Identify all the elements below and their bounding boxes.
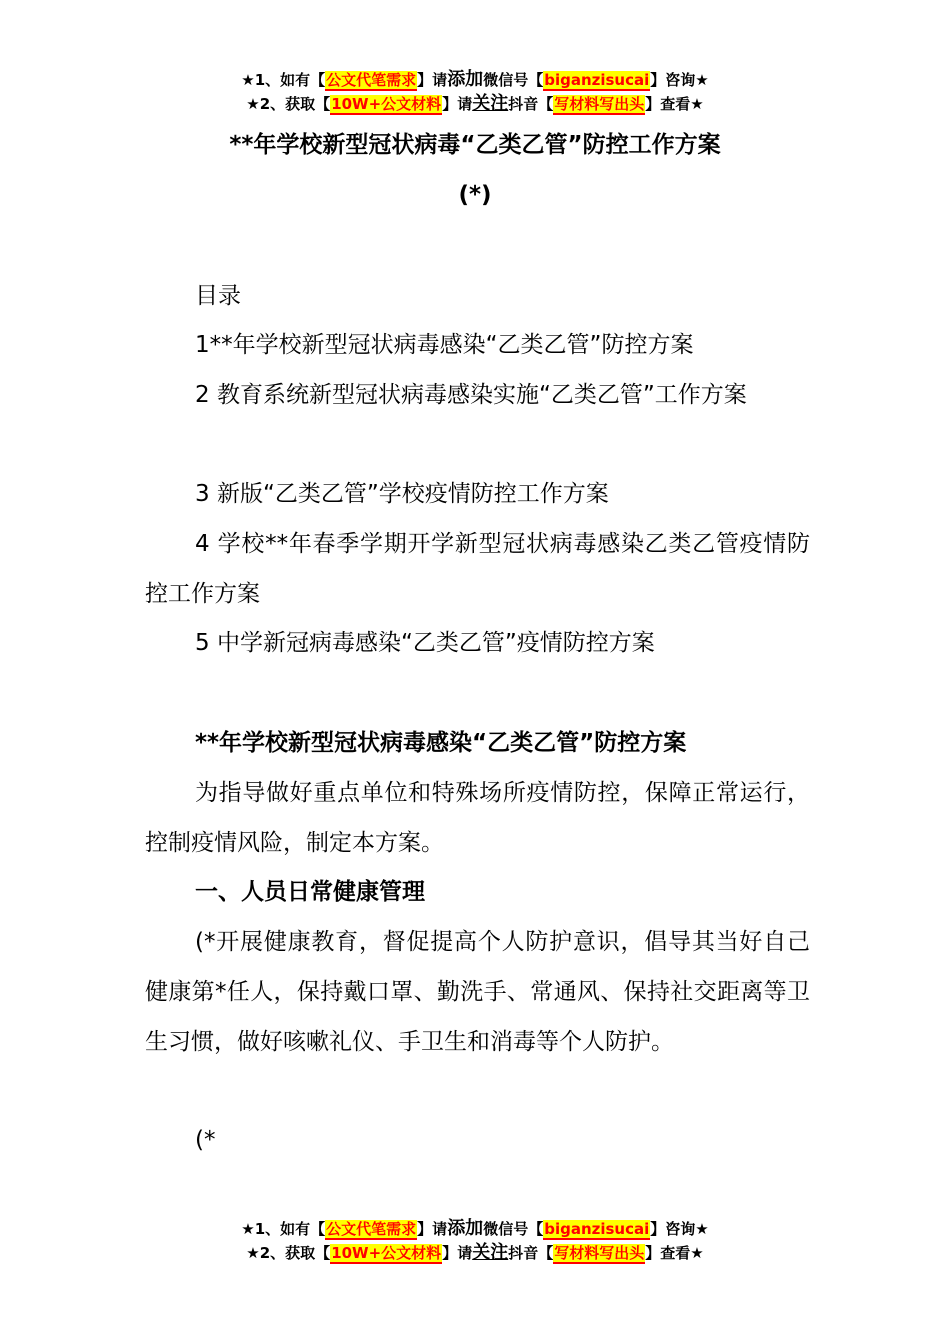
- banner-highlight: 10W+公文材料: [331, 1244, 442, 1262]
- banner-emphasis: 关注: [472, 1242, 509, 1263]
- banner-highlight: biganzisucai: [544, 71, 650, 89]
- banner-text: 】请: [442, 95, 473, 113]
- banner-text: ★1、如有【: [241, 71, 326, 89]
- section-intro: 为指导做好重点单位和特殊场所疫情防控，保障正常运行，控制疫情风险，制定本方案。: [145, 780, 810, 856]
- banner-emphasis: 添加: [447, 69, 484, 90]
- bottom-banner: [0, 1217, 950, 1265]
- document-title: **年学校新型冠状病毒“乙类乙管”防控工作方案: [229, 132, 721, 158]
- banner-text: 】查看★: [645, 95, 704, 113]
- banner-highlight: 写材料写出头: [554, 1244, 645, 1262]
- top-banner: [0, 68, 950, 116]
- banner-text: 】咨询★: [650, 71, 709, 89]
- toc-item-5: 5 中学新冠病毒感染“乙类乙管”疫情防控方案: [195, 630, 655, 656]
- banner-emphasis: 关注: [472, 93, 509, 114]
- banner-text: 抖音【: [508, 1244, 554, 1262]
- banner-line-1: [0, 68, 950, 92]
- section-title: **年学校新型冠状病毒感染“乙类乙管”防控方案: [195, 730, 687, 756]
- banner-text: 】查看★: [645, 1244, 704, 1262]
- section-paragraph-2: (*: [195, 1127, 216, 1153]
- toc-item-4: 4 学校**年春季学期开学新型冠状病毒感染乙类乙管疫情防控工作方案: [145, 531, 810, 607]
- banner-emphasis: 添加: [447, 1218, 484, 1239]
- banner-text: ★2、获取【: [246, 95, 331, 113]
- banner-highlight: 公文代笔需求: [326, 71, 417, 89]
- banner-text: 】咨询★: [650, 1220, 709, 1238]
- banner-text: 抖音【: [508, 95, 554, 113]
- toc-heading: 目录: [195, 283, 241, 309]
- toc-item-3: 3 新版“乙类乙管”学校疫情防控工作方案: [195, 481, 609, 507]
- toc-item-1: 1**年学校新型冠状病毒感染“乙类乙管”防控方案: [195, 332, 694, 358]
- banner-line-2: [0, 92, 950, 116]
- banner-text: 】请: [442, 1244, 473, 1262]
- banner-text: 】请: [417, 1220, 448, 1238]
- banner-highlight: biganzisucai: [544, 1220, 650, 1238]
- banner-text: 】请: [417, 71, 448, 89]
- banner-text: ★1、如有【: [241, 1220, 326, 1238]
- banner-highlight: 写材料写出头: [554, 95, 645, 113]
- section-paragraph-1: (*开展健康教育，督促提高个人防护意识，倡导其当好自己健康第*任人，保持戴口罩、勤洗手、常通风、保持社交距离等卫生习惯，做好咳嗽礼仪、手卫生和消毒等个人防护。: [145, 929, 810, 1055]
- banner-line-2: [0, 1241, 950, 1265]
- toc-item-2: 2 教育系统新型冠状病毒感染实施“乙类乙管”工作方案: [195, 382, 747, 408]
- banner-line-1: [0, 1217, 950, 1241]
- banner-text: 微信号【: [483, 71, 544, 89]
- banner-highlight: 10W+公文材料: [331, 95, 442, 113]
- banner-highlight: 公文代笔需求: [326, 1220, 417, 1238]
- banner-text: 微信号【: [483, 1220, 544, 1238]
- document-subtitle: (*): [458, 182, 492, 208]
- section-heading-1: 一、人员日常健康管理: [195, 879, 425, 905]
- banner-text: ★2、获取【: [246, 1244, 331, 1262]
